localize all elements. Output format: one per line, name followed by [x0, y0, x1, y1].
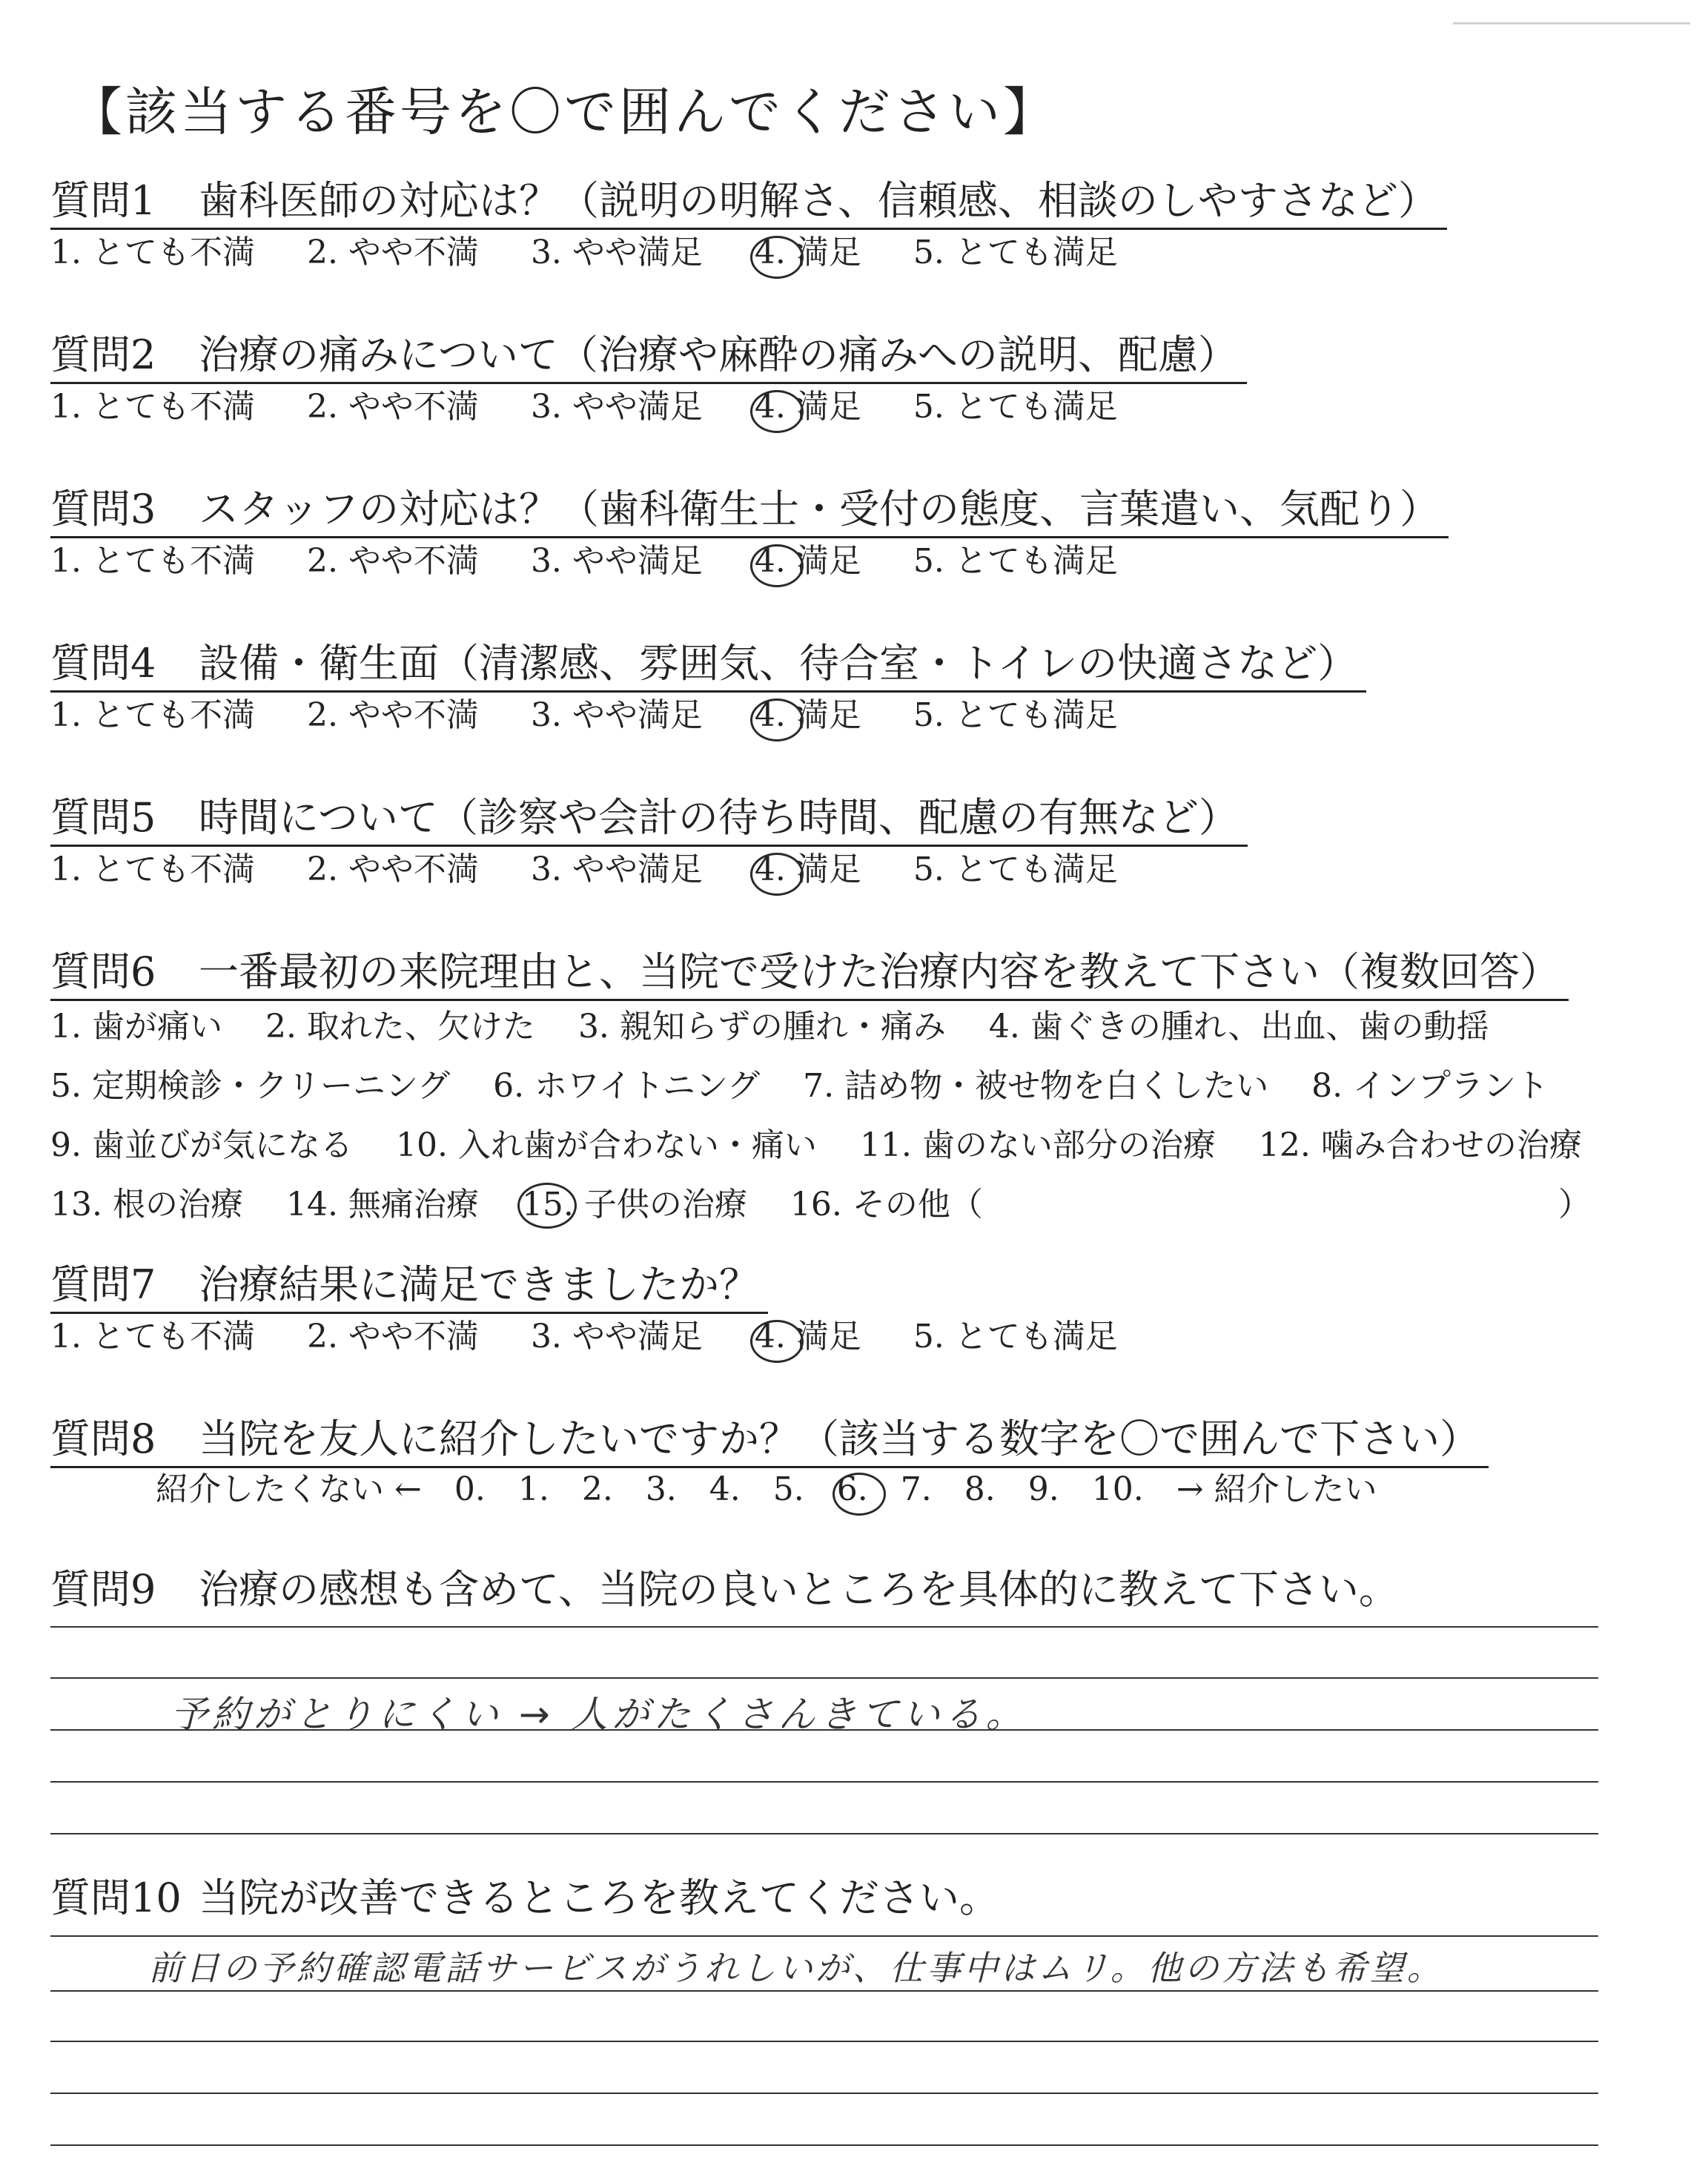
q6-other-close-paren: ）: [1558, 1186, 1591, 1223]
q6-option-6[interactable]: 6. ホワイトニング: [493, 1067, 761, 1105]
question-8-text: 当院を友人に紹介したいですか？（該当する数字を〇で囲んで下さい）: [199, 1416, 1480, 1462]
question-2-text: 治療の痛みについて（治療や麻酔の痛みへの説明、配慮）: [199, 331, 1238, 378]
q6-option-16-other[interactable]: 16. その他（: [790, 1186, 983, 1223]
question-4-heading: [50, 637, 1366, 693]
question-5-text: 時間について（診察や会計の待ち時間、配慮の有無など）: [199, 794, 1239, 841]
q3-option-3[interactable]: 3. やや満足: [530, 542, 703, 580]
q9-writing-line-3: [50, 1729, 1598, 1731]
question-1-heading: [50, 174, 1447, 230]
q10-writing-line-3: [50, 2041, 1598, 2042]
q6-option-3[interactable]: 3. 親知らずの腫れ・痛み: [577, 1008, 946, 1046]
q10-writing-line-2: [50, 1990, 1598, 1992]
question-7-text: 治療結果に満足できましたか？: [199, 1261, 759, 1308]
q8-option-0[interactable]: 0.: [454, 1470, 486, 1508]
q1-option-2[interactable]: 2. やや不満: [306, 234, 479, 271]
q6-option-12[interactable]: 12. 噛み合わせの治療: [1258, 1126, 1582, 1164]
question-5-options: [50, 848, 1170, 891]
question-7-heading: [50, 1258, 768, 1314]
question-5-heading: [50, 791, 1248, 847]
q1-option-4-circled[interactable]: 4. 満足: [755, 231, 861, 274]
question-3-text: スタッフの対応は？（歯科衛生士・受付の態度、言葉遣い、気配り）: [199, 486, 1440, 532]
q5-option-4-circled[interactable]: 4. 満足: [755, 848, 861, 891]
q3-option-4-circled[interactable]: 4. 満足: [755, 540, 861, 583]
question-8-scale: [156, 1468, 1410, 1511]
question-6-label: 質問6: [50, 948, 156, 995]
q8-option-7[interactable]: 7.: [900, 1470, 932, 1508]
q2-option-3[interactable]: 3. やや満足: [530, 388, 703, 426]
question-6-options: [50, 997, 1681, 1235]
question-9-label: 質問9: [50, 1566, 156, 1613]
q6-option-2[interactable]: 2. 取れた、欠けた: [265, 1008, 535, 1046]
q8-option-9[interactable]: 9.: [1027, 1470, 1059, 1508]
q6-option-5[interactable]: 5. 定期検診・クリーニング: [50, 1067, 451, 1105]
q6-option-15-circled[interactable]: 15. 子供の治療: [522, 1175, 747, 1235]
q2-option-5[interactable]: 5. とても満足: [913, 388, 1118, 426]
q3-option-2[interactable]: 2. やや不満: [306, 542, 479, 580]
q8-right-label: → 紹介したい: [1176, 1470, 1377, 1508]
question-4-options: [50, 694, 1170, 737]
question-4-label: 質問4: [50, 640, 156, 687]
q5-option-1[interactable]: 1. とても不満: [50, 851, 255, 888]
q8-option-2[interactable]: 2.: [581, 1470, 613, 1508]
q7-option-5[interactable]: 5. とても満足: [913, 1318, 1118, 1355]
q5-option-3[interactable]: 3. やや満足: [530, 851, 703, 888]
q6-row-2: [50, 1057, 1681, 1116]
q2-option-4-circled[interactable]: 4. 満足: [755, 386, 861, 429]
page-title: 【該当する番号を〇で囲んでください】: [70, 82, 1058, 142]
q8-option-10[interactable]: 10.: [1091, 1470, 1144, 1508]
q9-handwritten-answer: 予約がとりにくい → 人がたくさんきている。: [171, 1693, 1027, 1736]
q5-option-5[interactable]: 5. とても満足: [913, 851, 1118, 888]
q6-row-4: [50, 1175, 1681, 1235]
q9-writing-line-5: [50, 1833, 1598, 1834]
q10-writing-line-5: [50, 2144, 1598, 2146]
q10-writing-line-1: [50, 1935, 1598, 1937]
q6-option-11[interactable]: 11. 歯のない部分の治療: [859, 1126, 1216, 1164]
q5-option-2[interactable]: 2. やや不満: [306, 851, 479, 888]
q1-option-5[interactable]: 5. とても満足: [913, 234, 1118, 271]
question-10-text: 当院が改善できるところを教えてください。: [199, 1875, 999, 1921]
q3-option-1[interactable]: 1. とても不満: [50, 542, 255, 580]
question-1-label: 質問1: [50, 177, 156, 224]
q6-option-13[interactable]: 13. 根の治療: [50, 1186, 243, 1223]
q4-option-4-circled[interactable]: 4. 満足: [755, 694, 861, 737]
q10-handwritten-answer: 前日の予約確認電話サービスがうれしいが、仕事中はムリ。他の方法も希望。: [148, 1948, 1444, 1988]
q6-option-9[interactable]: 9. 歯並びが気になる: [50, 1126, 353, 1164]
q7-option-4-circled[interactable]: 4. 満足: [755, 1315, 861, 1358]
q2-option-1[interactable]: 1. とても不満: [50, 388, 255, 426]
q6-option-7[interactable]: 7. 詰め物・被せ物を白くしたい: [803, 1067, 1269, 1105]
q7-option-1[interactable]: 1. とても不満: [50, 1318, 255, 1355]
q8-option-8[interactable]: 8.: [964, 1470, 996, 1508]
question-7-options: [50, 1315, 1170, 1358]
q8-option-6-circled[interactable]: 6.: [837, 1468, 868, 1511]
q8-option-4[interactable]: 4.: [709, 1470, 741, 1508]
q8-left-label: 紹介したくない ←: [156, 1470, 422, 1508]
question-10-heading: [50, 1872, 1008, 1925]
q6-option-1[interactable]: 1. 歯が痛い: [50, 1008, 222, 1046]
question-4-text: 設備・衛生面（清潔感、雰囲気、待合室・トイレの快適さなど）: [199, 640, 1358, 687]
q4-option-1[interactable]: 1. とても不満: [50, 696, 255, 734]
q8-option-1[interactable]: 1.: [517, 1470, 549, 1508]
q1-option-3[interactable]: 3. やや満足: [530, 234, 703, 271]
q6-row-1: [50, 997, 1681, 1057]
q7-option-2[interactable]: 2. やや不満: [306, 1318, 479, 1355]
q6-option-14[interactable]: 14. 無痛治療: [285, 1186, 479, 1223]
q4-option-3[interactable]: 3. やや満足: [530, 696, 703, 734]
scan-edge-line: [1453, 22, 1690, 24]
q7-option-3[interactable]: 3. やや満足: [530, 1318, 703, 1355]
question-10-label: 質問10: [50, 1875, 182, 1921]
question-8-label: 質問8: [50, 1416, 156, 1462]
question-3-label: 質問3: [50, 486, 156, 532]
question-1-text: 歯科医師の対応は？（説明の明解さ、信頼感、相談のしやすさなど）: [199, 177, 1438, 224]
question-3-options: [50, 540, 1170, 583]
question-7-label: 質問7: [50, 1261, 156, 1308]
q9-writing-line-2: [50, 1677, 1598, 1679]
q9-writing-line-4: [50, 1781, 1598, 1783]
question-8-heading: [50, 1413, 1489, 1468]
q9-writing-line-1: [50, 1626, 1598, 1628]
q10-writing-line-4: [50, 2093, 1598, 2094]
question-2-label: 質問2: [50, 331, 156, 378]
q6-option-10[interactable]: 10. 入れ歯が合わない・痛い: [395, 1126, 817, 1164]
question-5-label: 質問5: [50, 794, 156, 841]
q6-row-3: [50, 1116, 1681, 1175]
q8-option-3[interactable]: 3.: [645, 1470, 677, 1508]
q4-option-2[interactable]: 2. やや不満: [306, 696, 479, 734]
q6-option-4[interactable]: 4. 歯ぐきの腫れ、出血、歯の動揺: [988, 1008, 1489, 1046]
question-9-heading: [50, 1563, 1408, 1616]
q2-option-2[interactable]: 2. やや不満: [306, 388, 479, 426]
question-6-text: 一番最初の来院理由と、当院で受けた治療内容を教えて下さい（複数回答）: [199, 948, 1560, 995]
question-1-options: [50, 231, 1170, 274]
q6-option-8[interactable]: 8. インプラント: [1311, 1067, 1549, 1105]
question-3-heading: [50, 483, 1449, 538]
question-6-heading: [50, 945, 1569, 1001]
q8-option-5[interactable]: 5.: [772, 1470, 804, 1508]
question-9-text: 治療の感想も含めて、当院の良いところを具体的に教えて下さい。: [199, 1566, 1399, 1613]
question-2-options: [50, 386, 1170, 429]
question-2-heading: [50, 328, 1247, 384]
q3-option-5[interactable]: 5. とても満足: [913, 542, 1118, 580]
q4-option-5[interactable]: 5. とても満足: [913, 696, 1118, 734]
q1-option-1[interactable]: 1. とても不満: [50, 234, 255, 271]
